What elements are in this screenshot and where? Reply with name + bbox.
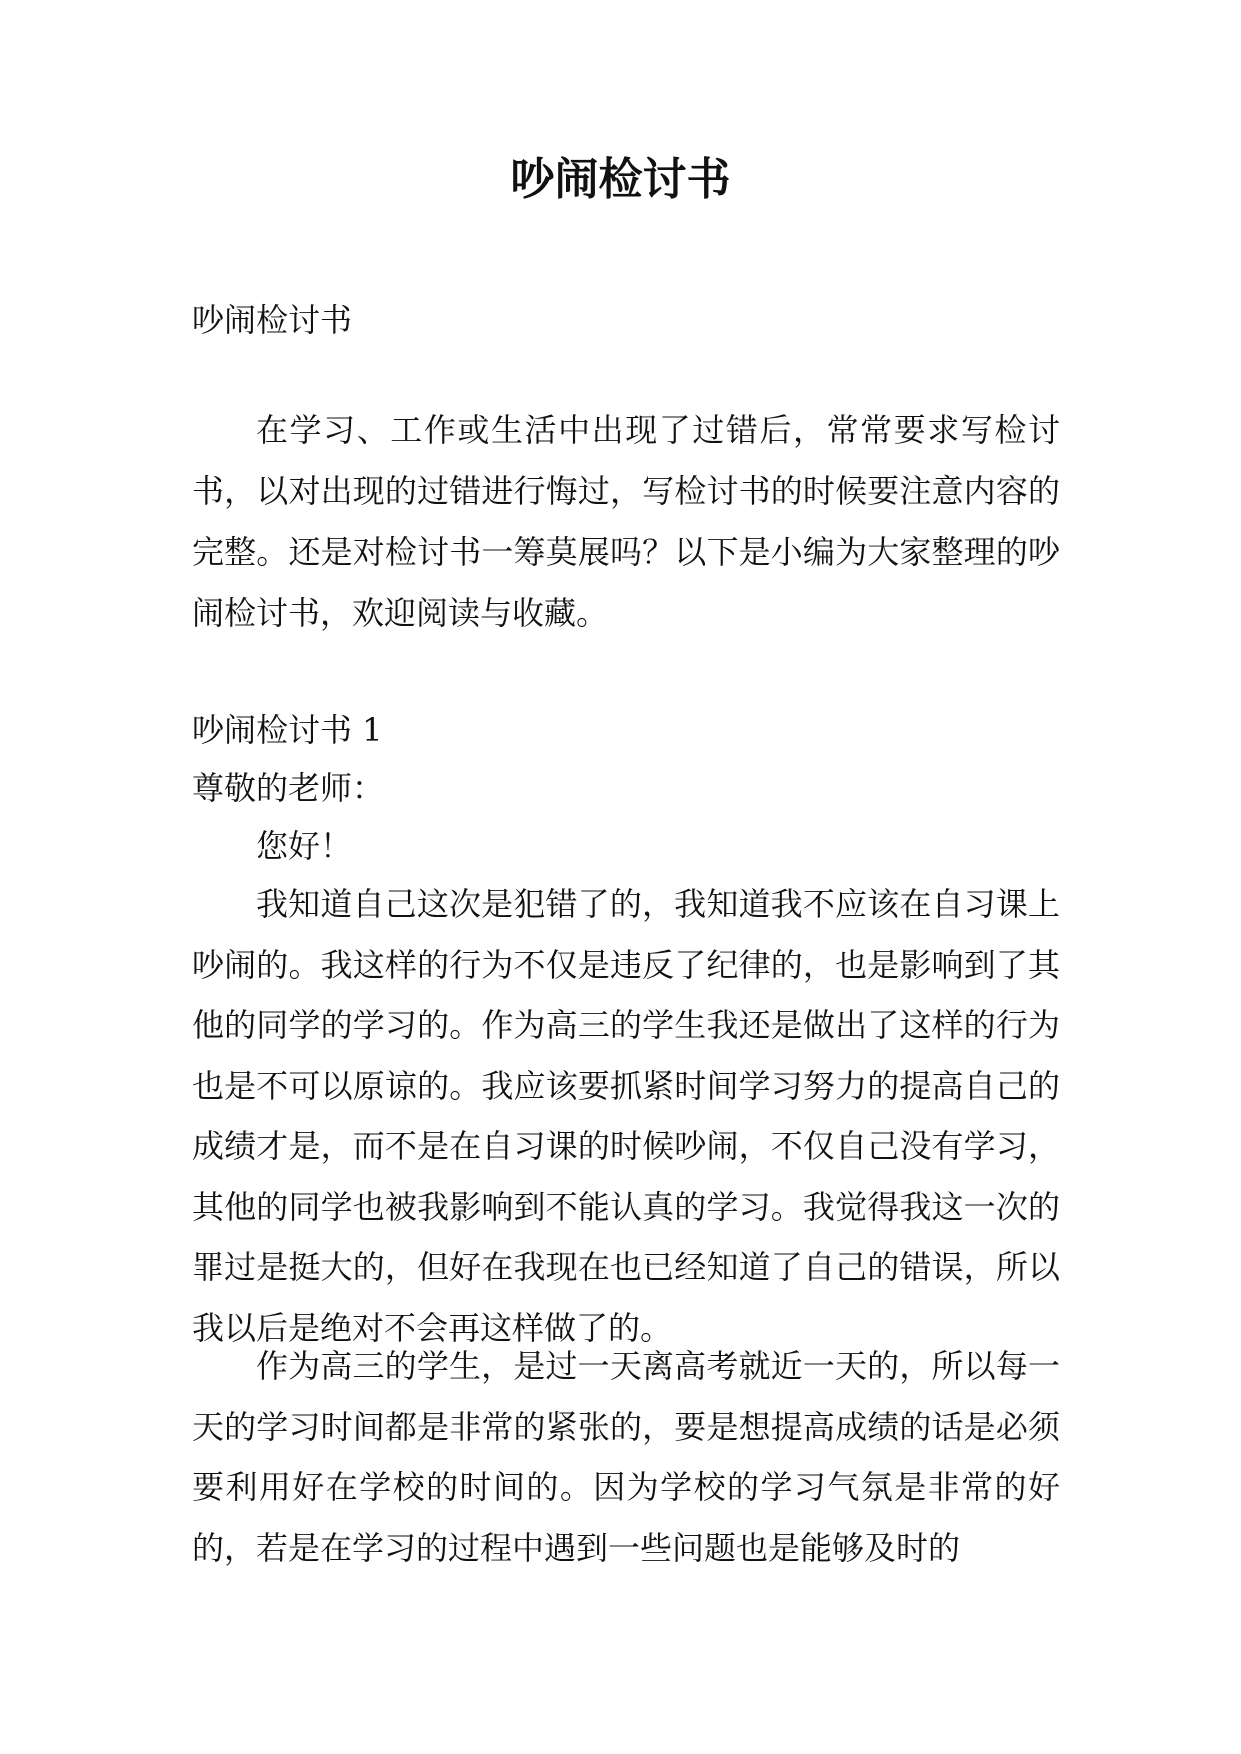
letter-greeting: 您好！ — [256, 827, 353, 865]
document-title: 吵闹检讨书 — [510, 154, 731, 205]
document-subtitle: 吵闹检讨书 — [192, 301, 353, 339]
body-paragraph: 我知道自己这次是犯错了的，我知道我不应该在自习课上吵闹的。我这样的行为不仅是违反了纪律的，也是影响到了其他的同学的学习的。作为高三的学生我还是做出了这样的行为也是不可以原谅的。我应该要抓紧时间学习努力的提高自己的成绩才是，而不是在自习课的时候吵闹，不仅自己没有学习，其他的同学也被我影响到不能认真的学习。我觉得我这一次的罪过是挺大的，但好在我现在也已经知道了自己的错误，所以我以后是绝对不会再这样做了的。 — [192, 885, 1060, 1347]
body-paragraph: 作为高三的学生，是过一天离高考就近一天的，所以每一天的学习时间都是非常的紧张的，要是想提高成绩的话是必须要利用好在学校的时间的。因为学校的学习气氛是非常的好的，若是在学习的过程中遇到一些问题也是能够及时的 — [192, 1347, 1060, 1567]
section-heading: 吵闹检讨书 1 — [192, 711, 383, 749]
letter-salutation: 尊敬的老师： — [192, 769, 385, 807]
intro-paragraph: 在学习、工作或生活中出现了过错后，常常要求写检讨书，以对出现的过错进行悔过，写检讨书的时候要注意内容的完整。还是对检讨书一筹莫展吗？以下是小编为大家整理的吵闹检讨书，欢迎阅读与收藏。 — [192, 411, 1060, 632]
